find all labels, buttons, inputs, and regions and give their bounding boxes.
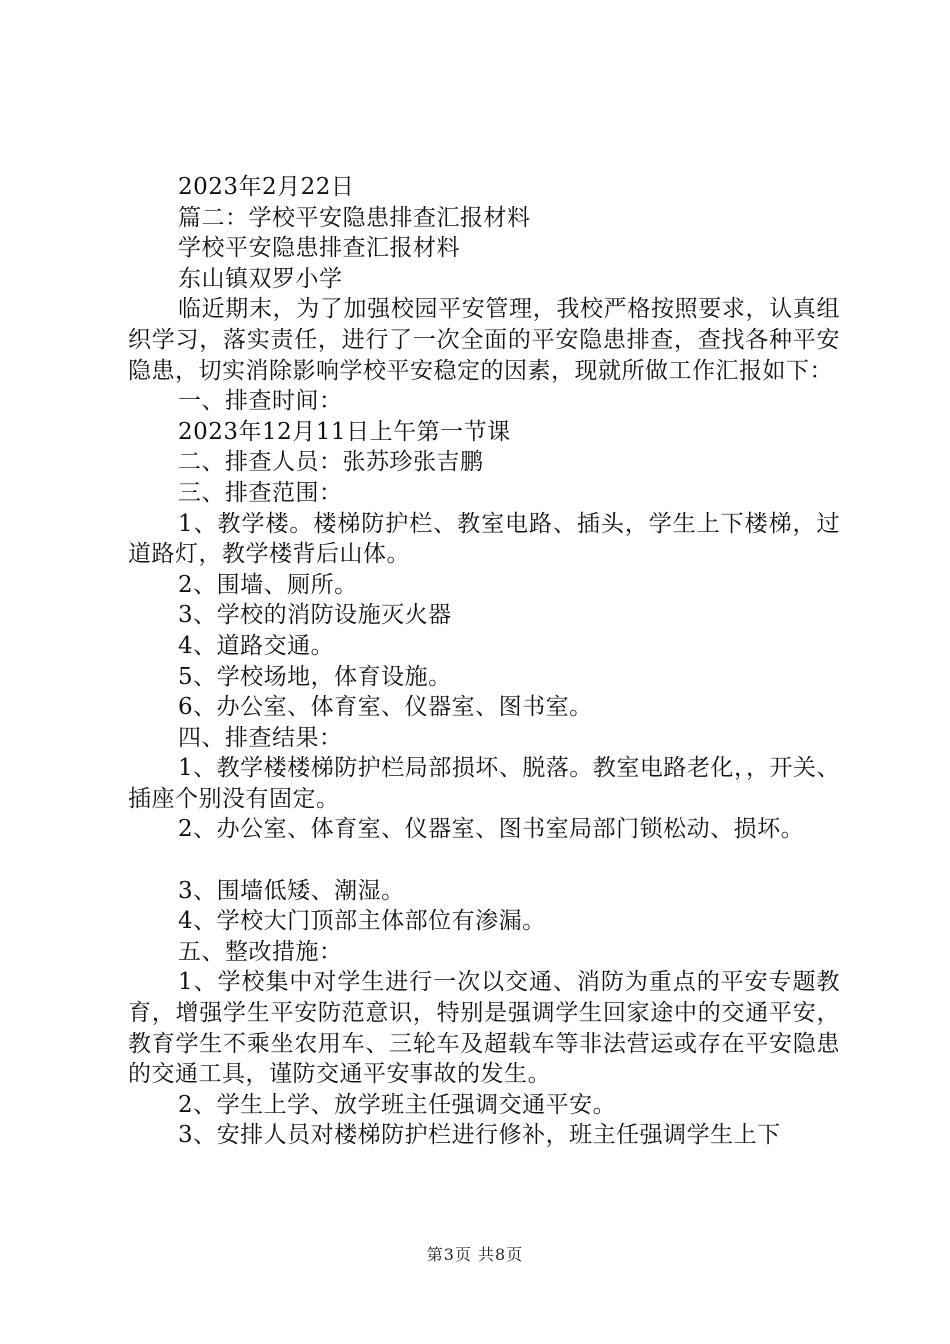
result-item-2: 2、办公室、体育室、仪器室、图书室局部门锁松动、损坏。 [178, 816, 805, 843]
scope-item-6: 6、办公室、体育室、仪器室、图书室。 [178, 694, 593, 721]
result-item-4: 4、学校大门顶部主体部位有渗漏。 [178, 908, 546, 935]
measure-item-3: 3、安排人员对楼梯防护栏进行修补，班主任强调学生上下 [178, 1122, 781, 1149]
date-line: 2023年2月22日 [178, 174, 355, 200]
result-item-3: 3、围墙低矮、潮湿。 [178, 877, 405, 904]
heading-inspection-scope: 三、排查范围： [178, 479, 343, 506]
measure-item-1: 1、学校集中对学生进行一次以交通、消防为重点的平安专题教育，增强学生平安防范意识，特别是强调学生回家途中的交通平安，教育学生不乘坐农用车、三轮车及超载车等非法营运或存在平安隐患的交通工具，谨防交通平安事故的发生。 [128, 969, 840, 1088]
section-heading: 篇二：学校平安隐患排查汇报材料 [178, 204, 531, 231]
scope-item-5: 5、学校场地，体育设施。 [178, 663, 452, 690]
intro-paragraph: 临近期末，为了加强校园平安管理，我校严格按照要求，认真组织学习，落实责任，进行了一次全面的平安隐患排查，查找各种平安隐患，切实消除影响学校平安稳定的因素，现就所做工作汇报如下： [128, 296, 840, 384]
measure-item-2: 2、学生上学、放学班主任强调交通平安。 [178, 1091, 617, 1118]
blank-line [128, 845, 840, 876]
scope-item-2: 2、围墙、厕所。 [178, 571, 358, 598]
scope-item-4: 4、道路交通。 [178, 632, 335, 659]
scope-item-3: 3、学校的消防设施灭火器 [178, 602, 452, 629]
inspection-time-value: 2023年12月11日上午第一节课 [178, 418, 511, 445]
result-item-1: 1、教学楼楼梯防护栏局部损坏、脱落。教室电路老化，，开关、插座个别没有固定。 [128, 755, 840, 812]
heading-inspection-results: 四、排查结果： [178, 724, 343, 751]
inspection-staff: 二、排查人员：张苏珍张吉鹏 [178, 449, 484, 476]
school-name: 东山镇双罗小学 [178, 265, 343, 292]
heading-inspection-time: 一、排查时间： [178, 388, 343, 415]
document-body [128, 172, 840, 1151]
scope-item-1: 1、教学楼。楼梯防护栏、教室电路、插头，学生上下楼梯，过道路灯，教学楼背后山体。 [128, 510, 840, 568]
heading-rectification: 五、整改措施： [178, 938, 343, 965]
page-number-footer: 第3页 共8页 [426, 1245, 524, 1264]
report-title: 学校平安隐患排查汇报材料 [178, 235, 460, 262]
